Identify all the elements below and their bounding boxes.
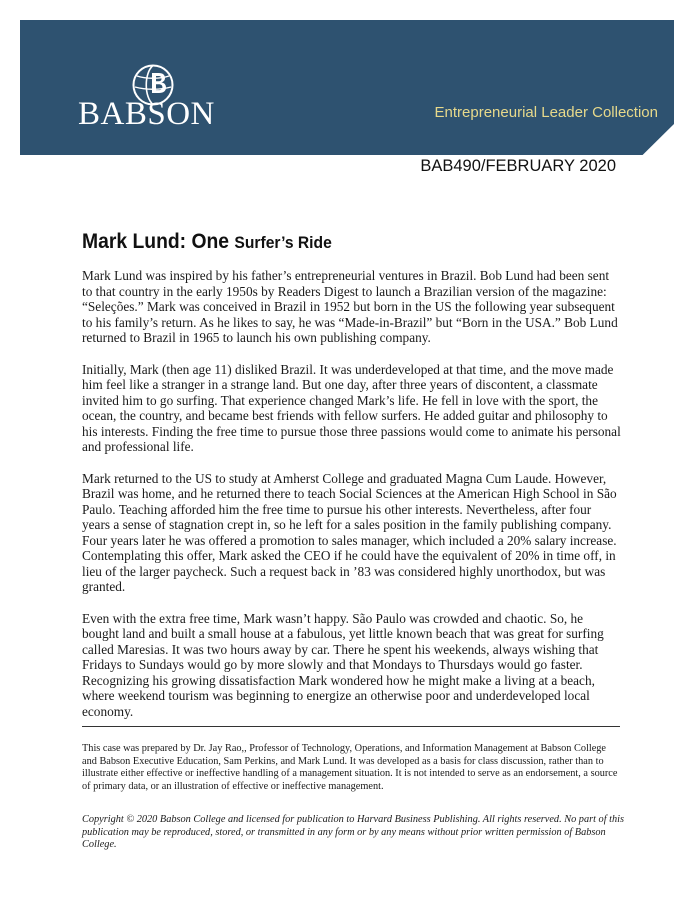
case-title-main: Mark Lund: One [82, 230, 235, 253]
body-paragraph: Mark returned to the US to study at Amherst College and graduated Magna Cum Laude. However, Brazil was home, and he returned there to teach Social Sciences at the American High School in São Paulo. Teaching afforded him the free time to pursue his other interests. Nevertheless, after four years a sense of stagnation crept in, so he left for a sales position in the family publishing company. Four years later he was offered a promotion to sales manager, which included a 20% salary increase. Contemplating this offer, Mark asked the CEO if he could have the equivalent of 20% in time off, in lieu of the larger paycheck. Such a request back in ’83 was considered highly unorthodox, but was granted. [82, 470, 617, 594]
case-number: BAB490/FEBRUARY 2020 [420, 157, 616, 175]
body-paragraph: Initially, Mark (then age 11) disliked Brazil. It was underdeveloped at that time, and the move made him feel like a stranger in a strange land. But one day, after three years of discontent, a classmate invited him to go surfing. That experience changed Mark’s life. He fell in love with the sport, the ocean, the country, and became best friends with fellow surfers. He added guitar and philosophy to his interests. Finding the free time to pursue those three passions would come to animate his personal and professional life. [82, 361, 621, 454]
header-banner [20, 20, 674, 155]
body-paragraph: Even with the extra free time, Mark wasn’t happy. São Paulo was crowded and chaotic. So, he bought land and built a small house at a fabulous, yet little known beach that was great for surfing called Maresias. It was two hours away by car. There he spent his weekends, always wishing that Fridays to Sundays would go by more slowly and that Mondays to Thursdays would go faster. Recognizing his growing dissatisfaction Mark wondered how he might make a living at a beach, where weekend tourism was beginning to energize an otherwise poor and underdeveloped local economy. [82, 610, 604, 719]
footer-copyright: Copyright © 2020 Babson College and licensed for publication to Harvard Business Publishing. All rights reserved. No part of this publication may be reproduced, stored, or transmitted in any form or by any means without prior written permission of Babson College. [82, 814, 625, 850]
body-paragraph: Mark Lund was inspired by his father’s entrepreneurial ventures in Brazil. Bob Lund had been sent to that country in the early 1950s by Readers Digest to launch a Brazilian version of the magazine: “Seleções.” Mark was conceived in Brazil in 1952 but born in the US the following year subsequent to his family’s return. As he likes to say, he was “Made-in-Brazil” but “Born in the USA.” Bob Lund returned to Brazil in 1965 to launch his own publishing company. [82, 268, 618, 345]
case-title [82, 229, 332, 254]
case-body [82, 268, 622, 735]
babson-logo-text: BABSON [78, 96, 215, 132]
footer-disclaimer: This case was prepared by Dr. Jay Rao,, Professor of Technology, Operations, and Information Management at Babson College and Babson Executive Education, Sam Perkins, and Mark Lund. It was developed as a basis for class discussion, rather than to illustrate either effective or ineffective handling of a management situation. It is not intended to serve as an endorsement, a source of primary data, or an illustration of effective or ineffective management. [82, 743, 618, 792]
footer-divider [82, 726, 620, 727]
case-title-sub: Surfer’s Ride [234, 233, 332, 252]
collection-label: Entrepreneurial Leader Collection [434, 104, 658, 121]
